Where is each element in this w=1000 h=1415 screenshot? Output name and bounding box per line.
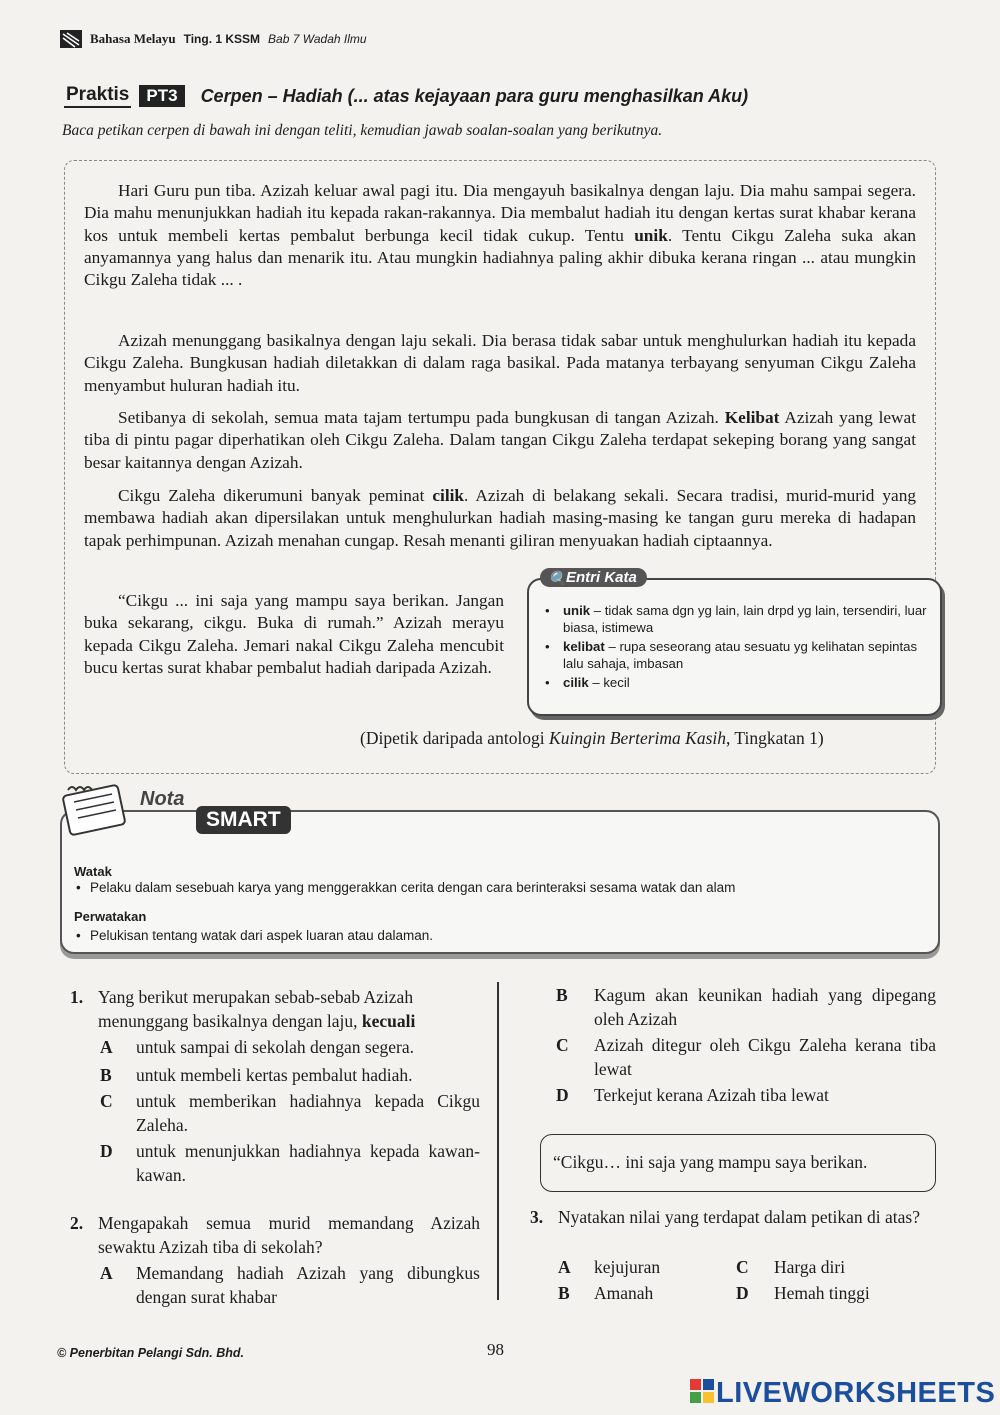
passage-citation: (Dipetik daripada antologi Kuingin Berterima Kasih, Tingkatan 1): [360, 728, 824, 748]
liveworksheets-watermark: LIVEWORKSHEETS: [690, 1377, 995, 1410]
page-number: 98: [487, 1340, 504, 1359]
passage-paragraph-4: Cikgu Zaleha dikerumuni banyak peminat cilik. Azizah di belakang sekali. Secara tradisi, murid-murid yang membawa hadiah akan dipersilakan untuk menghulurkan hadiah masing-masing ke tangan guru mereka di hadapan tapak perhimpunan. Azizah menahan cungap. Resah menanti giliran menyuakan hadiah ciptaannya.: [84, 486, 916, 550]
pt3-badge: PT3: [139, 85, 184, 107]
glossary-box: [527, 578, 942, 716]
question-3-option-c[interactable]: C Harga diri: [736, 1257, 846, 1277]
level-label: Ting. 1 KSSM: [183, 32, 261, 46]
question-2-option-d[interactable]: D Terkejut kerana Azizah tiba lewat: [556, 1085, 829, 1105]
page-title: Cerpen – Hadiah (... atas kejayaan para guru menghasilkan Aku): [200, 85, 749, 106]
question-1-option-c[interactable]: C untuk memberikan hadiahnya kepada Cikgu Zaleha.: [100, 1091, 480, 1135]
watak-heading: Watak: [74, 864, 112, 879]
glossary-item: • unik – tidak sama dgn yg lain, lain drpd yg lain, tersendiri, luar biasa, istimewa: [541, 602, 931, 636]
praktis-label: Praktis: [64, 84, 131, 108]
title-row: [64, 84, 944, 108]
question-3-option-d[interactable]: D Hemah tinggi: [736, 1283, 870, 1303]
question-1-option-b[interactable]: B untuk membeli kertas pembalut hadiah.: [100, 1065, 413, 1085]
smart-label: SMART: [196, 806, 291, 834]
column-divider: [497, 982, 499, 1300]
question-2: 2. Mengapakah semua murid memandang Azizah sewaktu Azizah tiba di sekolah?: [70, 1213, 480, 1257]
book-logo-icon: [60, 30, 82, 48]
question-1-option-d[interactable]: D untuk menunjukkan hadiahnya kepada kawan-kawan.: [100, 1141, 480, 1185]
passage-paragraph-3: Setibanya di sekolah, semua mata tajam tertumpu pada bungkusan di tangan Azizah. Kelibat Azizah yang lewat tiba di pintu pagar diperhatikan oleh Cikgu Zaleha. Dalam tangan Cikgu Zaleha terdapat sekeping borang yang sangat besar kaitannya dengan Azizah.: [84, 408, 916, 472]
instruction-text: Baca petikan cerpen di bawah ini dengan teliti, kemudian jawab soalan-soalan yang berikutnya.: [62, 122, 663, 139]
question-1-option-a[interactable]: A untuk sampai di sekolah dengan segera.: [100, 1037, 414, 1057]
question-3-option-a[interactable]: A kejujuran: [558, 1257, 661, 1277]
question-3: 3. Nyatakan nilai yang terdapat dalam petikan di atas?: [530, 1207, 921, 1227]
glossary-item: • kelibat – rupa seseorang atau sesuatu yg kelihatan sepintas lalu sahaja, imbasan: [541, 638, 931, 672]
passage-paragraph-1: Hari Guru pun tiba. Azizah keluar awal pagi itu. Dia mengayuh basikalnya dengan laju. Dia mahu sampai segera. Dia mahu menunjukkan hadiah itu kepada rakan-rakannya. Dia membalut hadiah itu dengan kertas surat khabar kerana kos untuk membeli kertas pembalut berbunga kecil tidak cukup. Tentu unik. Tentu Cikgu Zaleha suka akan anyamannya yang halus dan menarik itu. Atau mungkin hadiahnya paling akhir dibuka kerana ringan ... atau mungkin Cikgu Zaleha tidak ... .: [84, 181, 916, 290]
perwatakan-definition: • Pelukisan tentang watak dari aspek luaran atau dalaman.: [74, 928, 433, 943]
notepad-icon: [58, 780, 138, 836]
watak-definition: • Pelaku dalam sesebuah karya yang menggerakkan cerita dengan cara berinteraksi sesama watak dan alam: [74, 880, 735, 895]
perwatakan-heading: Perwatakan: [74, 909, 147, 924]
quote-text: “Cikgu… ini saja yang mampu saya berikan.: [553, 1152, 868, 1172]
question-2-option-a[interactable]: A Memandang hadiah Azizah yang dibungkus dengan surat khabar: [100, 1263, 480, 1307]
glossary-tag: 🔍 Entri Kata: [540, 568, 647, 587]
chapter-label: Bab 7 Wadah Ilmu: [268, 32, 367, 46]
page-header: [60, 30, 367, 48]
publisher-credit: © Penerbitan Pelangi Sdn. Bhd.: [57, 1346, 245, 1360]
passage-paragraph-5: “Cikgu ... ini saja yang mampu saya berikan. Jangan buka sekarang, cikgu. Buka di rumah.” Azizah merayu kepada Cikgu Zaleha. Jemari nakal Cikgu Zaleha mencubit bucu kertas surat khabar pembalut hadiah daripada Azizah.: [84, 591, 504, 677]
passage-paragraph-2: Azizah menunggang basikalnya dengan laju sekali. Dia berasa tidak sabar untuk menghulurkan hadiah itu kepada Cikgu Zaleha. Bungkusan hadiah diletakkan di dalam raga basikal. Pada matanya terbayang senyuman Cikgu Zaleha menyambut huluran hadiah itu.: [84, 331, 916, 395]
glossary-item: • cilik – kecil: [541, 674, 931, 691]
magnifier-icon: 🔍: [548, 571, 567, 588]
question-3-option-b[interactable]: B Amanah: [558, 1283, 654, 1303]
nota-label: Nota: [140, 788, 185, 810]
question-2-option-b[interactable]: B Kagum akan keunikan hadiah yang dipegang oleh Azizah: [556, 985, 936, 1029]
question-2-option-c[interactable]: C Azizah ditegur oleh Cikgu Zaleha kerana tiba lewat: [556, 1035, 936, 1079]
liveworksheets-logo-icon: [690, 1379, 716, 1405]
subject-label: Bahasa Melayu: [90, 31, 176, 46]
glossary-list: [541, 602, 931, 693]
question-1: 1. Yang berikut merupakan sebab-sebab Azizah menunggang basikalnya dengan laju, kecuali: [70, 987, 416, 1031]
